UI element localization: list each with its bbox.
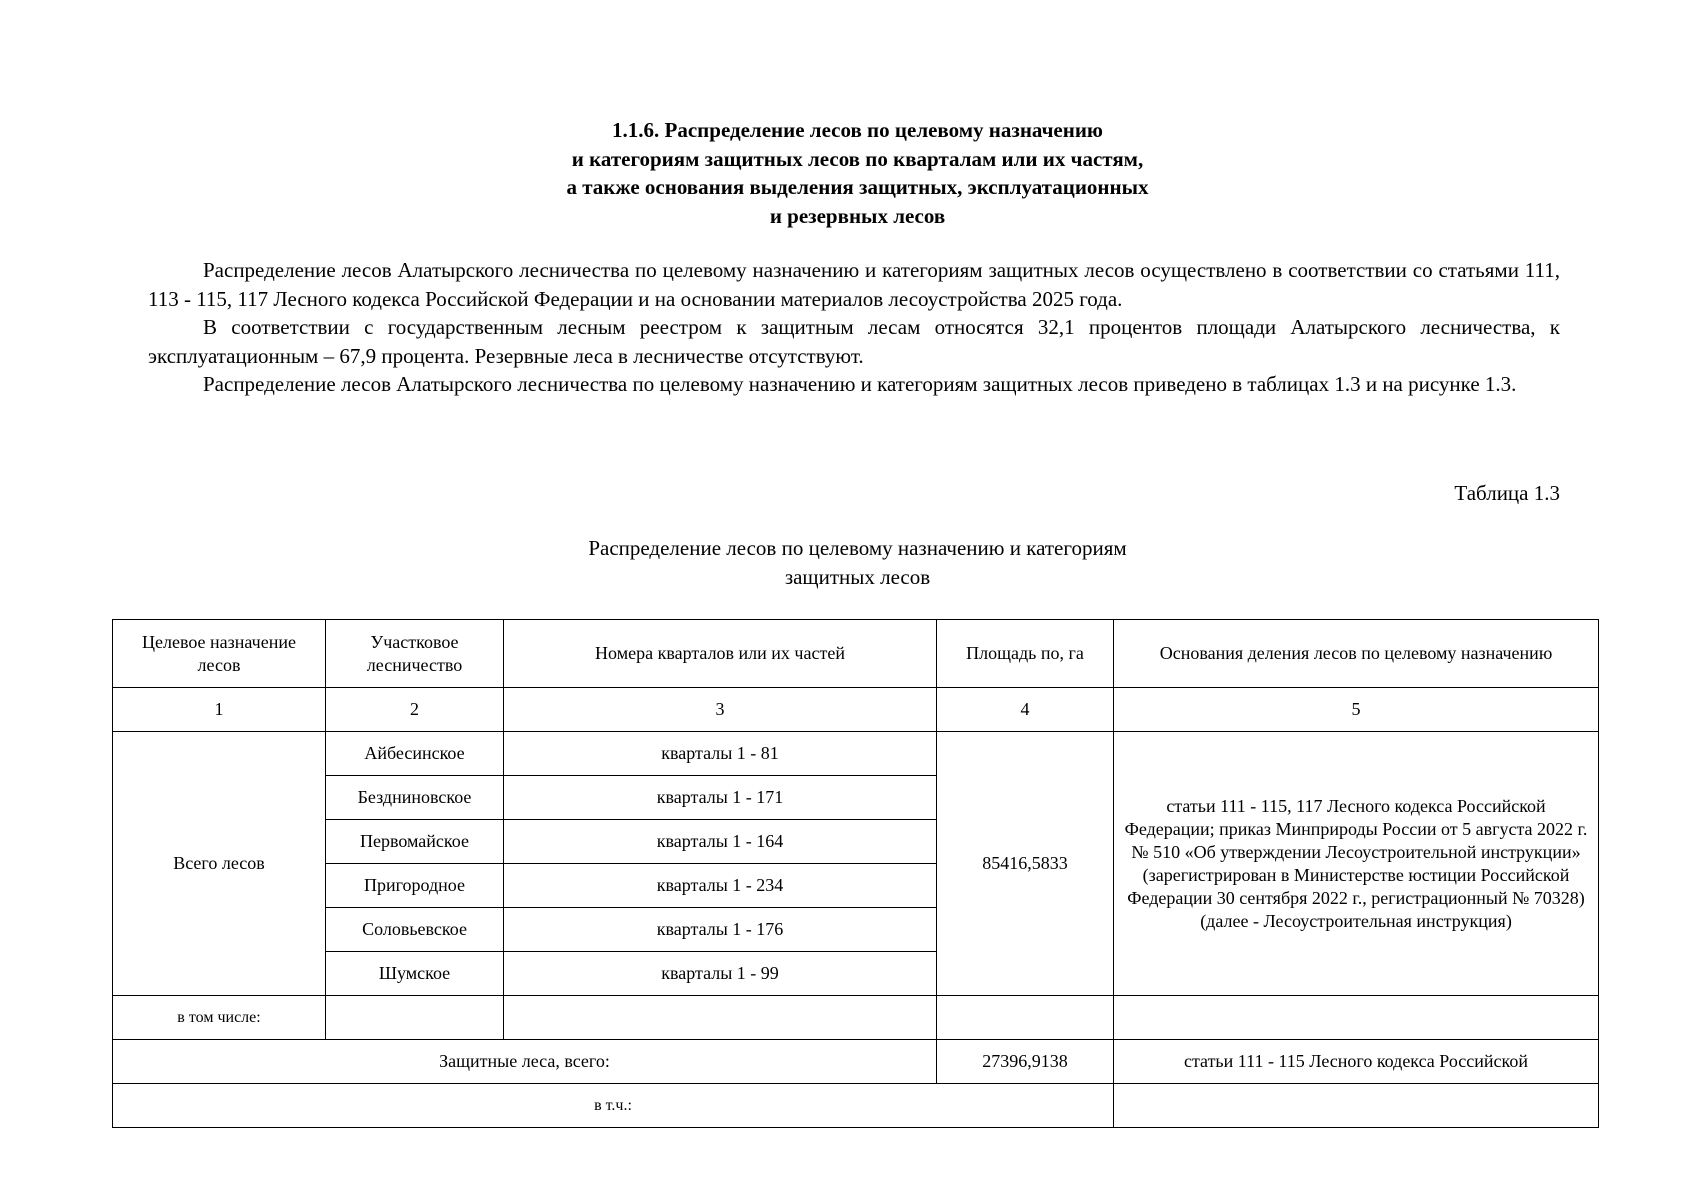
block-numbers: кварталы 1 - 99 xyxy=(504,952,937,996)
empty-cell xyxy=(1114,1084,1599,1128)
header-cell: Площадь по, га xyxy=(937,620,1114,688)
forest-distribution-table xyxy=(112,619,1599,1128)
empty-cell xyxy=(1114,996,1599,1040)
including-row xyxy=(113,996,1599,1040)
caption-line: защитных лесов xyxy=(784,564,931,589)
protective-area: 27396,9138 xyxy=(937,1040,1114,1084)
block-numbers: кварталы 1 - 81 xyxy=(504,732,937,776)
protective-row xyxy=(113,1040,1599,1084)
block-numbers: кварталы 1 - 234 xyxy=(504,864,937,908)
table-number: Таблица 1.3 xyxy=(1454,481,1560,505)
total-forest-label: Всего лесов xyxy=(113,732,326,996)
paragraph: В соответствии с государственным лесным реестром к защитным лесам относятся 32,1 процентов площади Алатырского лесничества, к эксплуатационным – 67,9 процента. Резервные леса в лесничестве отсутствуют. xyxy=(148,315,1560,368)
heading-line: 1.1.6. Распределение лесов по целевому назначению xyxy=(612,118,1103,142)
header-cell: Основания деления лесов по целевому назначению xyxy=(1114,620,1599,688)
column-number: 1 xyxy=(113,688,326,732)
protective-label: Защитные леса, всего: xyxy=(113,1040,937,1084)
header-cell: Участковое лесничество xyxy=(326,620,504,688)
incl-row xyxy=(113,1084,1599,1128)
caption-line: Распределение лесов по целевому назначению и категориям xyxy=(588,536,1127,560)
heading-line: и резервных лесов xyxy=(769,203,946,228)
empty-cell xyxy=(937,996,1114,1040)
column-number: 3 xyxy=(504,688,937,732)
heading-line: а также основания выделения защитных, эксплуатационных xyxy=(566,175,1149,199)
column-number: 4 xyxy=(937,688,1114,732)
block-numbers: кварталы 1 - 171 xyxy=(504,776,937,820)
paragraph: Распределение лесов Алатырского лесничества по целевому назначению и категориям защитных лесов осуществлено в соответствии со статьями 111, 113 - 115, 117 Лесного кодекса Российской Федерации и на основании материалов лесоустройства 2025 года. xyxy=(148,258,1560,311)
total-area: 85416,5833 xyxy=(937,732,1114,996)
column-number: 2 xyxy=(326,688,504,732)
including-label: в том числе: xyxy=(113,996,326,1040)
forestry-name: Бездниновское xyxy=(326,776,504,820)
forestry-name: Первомайское xyxy=(326,820,504,864)
empty-cell xyxy=(326,996,504,1040)
incl-label: в т.ч.: xyxy=(113,1084,1114,1128)
table-caption xyxy=(0,534,1697,591)
column-number-row xyxy=(113,688,1599,732)
header-cell: Номера кварталов или их частей xyxy=(504,620,937,688)
total-basis: статьи 111 - 115, 117 Лесного кодекса Российской Федерации; приказ Минприроды России от 5 августа 2022 г. № 510 «Об утверждении Лесоустроительной инструкции» (зарегистрирован в Министерстве юстиции Российской Федерации 30 сентября 2022 г., регистрационный № 70328) (далее - Лесоустроительная инструкция) xyxy=(1114,732,1599,996)
table-row xyxy=(113,732,1599,776)
paragraph: Распределение лесов Алатырского лесничества по целевому назначению и категориям защитных лесов приведено в таблицах 1.3 и на рисунке 1.3. xyxy=(203,372,1517,396)
forestry-name: Айбесинское xyxy=(326,732,504,776)
protective-basis: статьи 111 - 115 Лесного кодекса Российской xyxy=(1114,1040,1599,1084)
header-cell: Целевое назначение лесов xyxy=(113,620,326,688)
forestry-name: Соловьевское xyxy=(326,908,504,952)
table-header-row xyxy=(113,620,1599,688)
column-number: 5 xyxy=(1114,688,1599,732)
section-heading xyxy=(0,116,1697,230)
forestry-name: Пригородное xyxy=(326,864,504,908)
block-numbers: кварталы 1 - 164 xyxy=(504,820,937,864)
heading-line: и категориям защитных лесов по кварталам или их частям, xyxy=(571,146,1144,171)
empty-cell xyxy=(504,996,937,1040)
body-text xyxy=(148,256,1560,399)
forestry-name: Шумское xyxy=(326,952,504,996)
block-numbers: кварталы 1 - 176 xyxy=(504,908,937,952)
